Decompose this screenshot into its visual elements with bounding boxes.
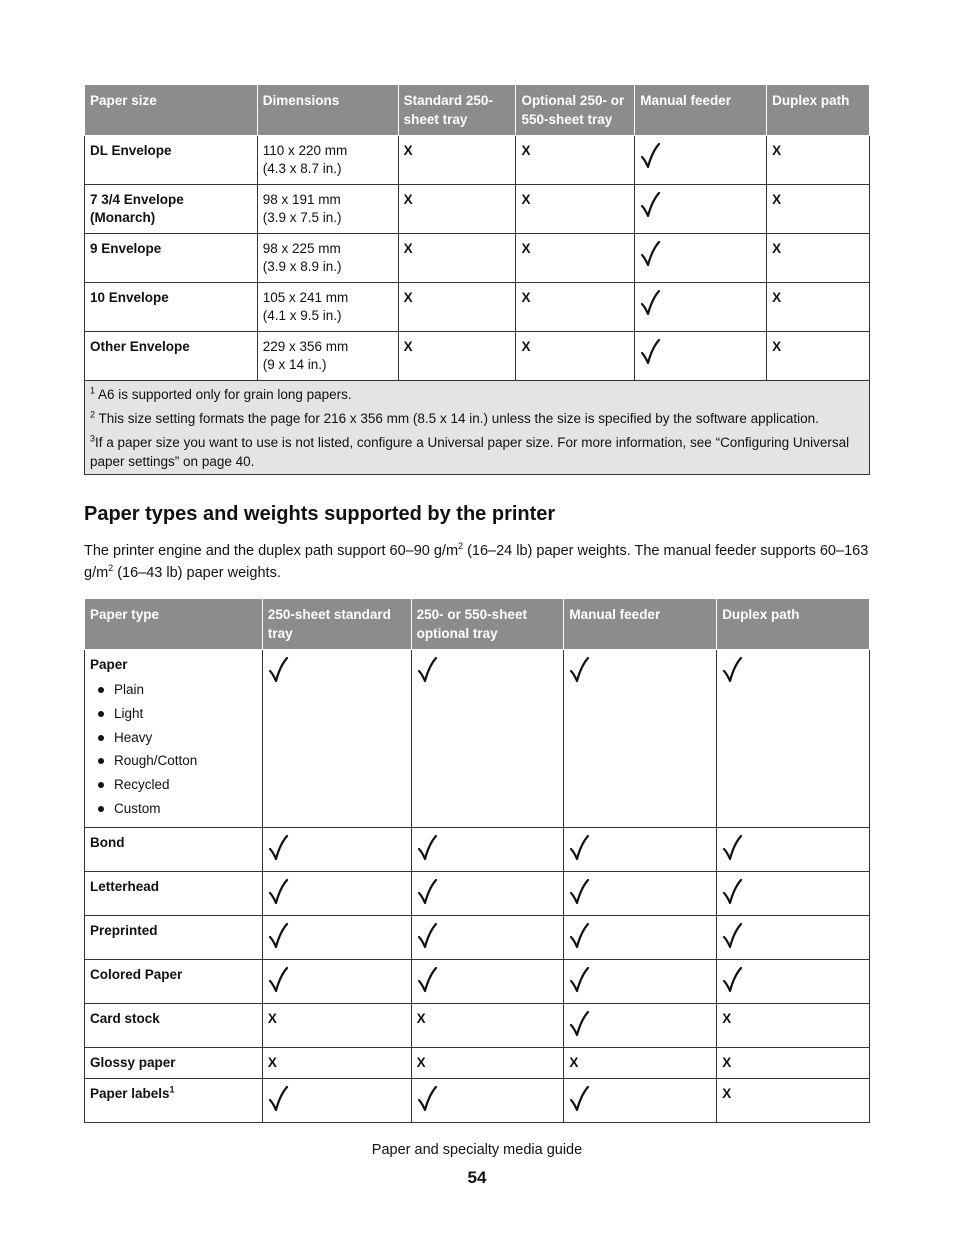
col-header-paper-type: Paper type (85, 599, 263, 650)
cell-opt (411, 959, 564, 1003)
cell-std (398, 234, 516, 283)
col-header-manual-feeder: Manual feeder (635, 85, 767, 136)
cell-opt (516, 283, 635, 332)
paper-type-label: Bond (90, 834, 125, 850)
cell-opt (411, 915, 564, 959)
check-icon (417, 966, 439, 992)
table-row-paper (85, 650, 870, 828)
cell-manual (564, 1078, 717, 1122)
footnotes-row (85, 381, 870, 475)
col-header-optional-tray: Optional 250- or 550-sheet tray (516, 85, 635, 136)
cell-manual (635, 234, 767, 283)
dimensions-in: (3.9 x 8.9 in.) (262, 259, 342, 274)
list-item: Heavy (90, 726, 257, 750)
cell-manual (635, 136, 767, 185)
x-mark: X (772, 192, 782, 207)
check-icon (640, 142, 662, 168)
list-item: Custom (90, 797, 257, 821)
check-icon (640, 240, 662, 266)
x-mark: X (267, 1054, 277, 1070)
check-icon (640, 191, 662, 217)
cell-opt (516, 136, 635, 185)
cell-duplex (717, 1047, 870, 1078)
cell-duplex (717, 871, 870, 915)
paper-size-table (84, 84, 870, 475)
x-mark: X (267, 1010, 277, 1026)
cell-opt (411, 827, 564, 871)
cell-std (262, 871, 411, 915)
paper-size-label: 9 Envelope (90, 241, 162, 256)
cell-std (262, 1047, 411, 1078)
cell-dimensions (257, 283, 398, 332)
cell-duplex (767, 332, 870, 381)
check-icon (268, 878, 290, 904)
footnote-text: This size setting formats the page for 216 x 356 mm (8.5 x 14 in.) unless the size is specified by the software application. (98, 411, 819, 426)
footnote-text: A6 is supported only for grain long papers. (98, 387, 352, 402)
col-header-dimensions: Dimensions (257, 85, 398, 136)
check-icon (268, 966, 290, 992)
cell-paper-type (85, 1078, 263, 1122)
x-mark: X (722, 1010, 732, 1026)
footnote-mark: 1 (169, 1084, 175, 1095)
footnote-mark: 3 (90, 433, 96, 444)
dimensions-in: (4.1 x 9.5 in.) (262, 308, 342, 323)
cell-dimensions (257, 136, 398, 185)
cell-std (398, 136, 516, 185)
cell-duplex (717, 959, 870, 1003)
table-row (85, 185, 870, 234)
cell-opt (411, 1078, 564, 1122)
cell-manual (564, 1047, 717, 1078)
check-icon (722, 922, 744, 948)
footnotes-cell (85, 381, 870, 475)
col-header-paper-size: Paper size (85, 85, 258, 136)
x-mark: X (521, 192, 531, 207)
x-mark: X (772, 241, 782, 256)
x-mark: X (521, 143, 531, 158)
col-header-duplex-path: Duplex path (767, 85, 870, 136)
cell-paper-size (85, 283, 258, 332)
col-header-standard-tray: 250-sheet standard tray (262, 599, 411, 650)
x-mark: X (403, 192, 413, 207)
paper-type-label: Paper labels (90, 1085, 170, 1101)
cell-paper-type (85, 915, 263, 959)
cell-duplex (717, 1078, 870, 1122)
row-label-paper (85, 650, 263, 828)
check-icon (417, 1085, 439, 1111)
cell-duplex (767, 136, 870, 185)
table-row (85, 283, 870, 332)
cell-manual (635, 185, 767, 234)
x-mark: X (403, 143, 413, 158)
table-row (85, 915, 870, 959)
footer-title: Paper and specialty media guide (371, 1142, 583, 1158)
page-number: 54 (467, 1168, 487, 1187)
dimensions-in: (9 x 14 in.) (262, 357, 327, 372)
dimensions-in: (3.9 x 7.5 in.) (262, 210, 342, 225)
paper-kind-list (90, 678, 257, 821)
check-icon (569, 878, 591, 904)
x-mark: X (416, 1010, 426, 1026)
cell-opt (516, 332, 635, 381)
cell-duplex (717, 650, 870, 828)
paper-type-label: Preprinted (90, 922, 158, 938)
check-icon (569, 656, 591, 682)
check-icon (417, 834, 439, 860)
x-mark: X (772, 339, 782, 354)
col-header-duplex-path: Duplex path (717, 599, 870, 650)
check-icon (268, 656, 290, 682)
list-item: Plain (90, 678, 257, 702)
list-item: Light (90, 702, 257, 726)
check-icon (569, 966, 591, 992)
cell-paper-type (85, 1047, 263, 1078)
col-header-optional-tray: 250- or 550-sheet optional tray (411, 599, 564, 650)
check-icon (722, 656, 744, 682)
cell-paper-size (85, 234, 258, 283)
check-icon (640, 289, 662, 315)
x-mark: X (521, 290, 531, 305)
cell-duplex (767, 283, 870, 332)
section-intro: The printer engine and the duplex path support 60–90 $g/m^2$ (16–24 lb) paper weights. The manual feeder supports 60–163 $g/m^2$ (16–43 lb) paper weights. (84, 541, 869, 581)
cell-std (262, 959, 411, 1003)
cell-manual (564, 959, 717, 1003)
x-mark: X (569, 1054, 579, 1070)
check-icon (268, 922, 290, 948)
footnote-1 (90, 385, 864, 404)
check-icon (417, 878, 439, 904)
check-icon (569, 922, 591, 948)
cell-paper-type (85, 959, 263, 1003)
cell-manual (564, 915, 717, 959)
footnote-mark: 2 (90, 409, 96, 420)
paper-type-label: Glossy paper (90, 1054, 176, 1070)
check-icon (569, 1010, 591, 1036)
cell-opt (411, 871, 564, 915)
cell-duplex (717, 827, 870, 871)
cell-opt (516, 185, 635, 234)
check-icon (417, 656, 439, 682)
x-mark: X (403, 241, 413, 256)
table-row (85, 959, 870, 1003)
cell-dimensions (257, 185, 398, 234)
cell-duplex (767, 185, 870, 234)
cell-duplex (767, 234, 870, 283)
cell-std (398, 332, 516, 381)
check-icon (569, 834, 591, 860)
list-item: Rough/Cotton (90, 749, 257, 773)
x-mark: X (416, 1054, 426, 1070)
section-heading: Paper types and weights supported by the printer (84, 503, 556, 525)
check-icon (268, 834, 290, 860)
paper-size-label: 7 3/4 Envelope (Monarch) (90, 192, 184, 225)
table-row (85, 1078, 870, 1122)
cell-opt (516, 234, 635, 283)
cell-paper-size (85, 185, 258, 234)
table-row (85, 827, 870, 871)
cell-opt (411, 1047, 564, 1078)
table-row (85, 871, 870, 915)
paper-size-label: DL Envelope (90, 143, 172, 158)
check-icon (569, 1085, 591, 1111)
paper-type-label: Colored Paper (90, 966, 183, 982)
cell-duplex (717, 915, 870, 959)
cell-manual (635, 332, 767, 381)
check-icon (268, 1085, 290, 1111)
footnote-text: If a paper size you want to use is not listed, configure a Universal paper size. For more information, see “Configuring Universal paper settings” on page 40. (90, 435, 850, 469)
cell-paper-type (85, 871, 263, 915)
dimensions-in: (4.3 x 8.7 in.) (262, 161, 342, 176)
check-icon (722, 878, 744, 904)
table-row (85, 1003, 870, 1047)
footnote-3 (90, 433, 864, 471)
dimensions-mm: 229 x 356 mm (262, 339, 349, 354)
table-row (85, 1047, 870, 1078)
x-mark: X (403, 290, 413, 305)
dimensions-mm: 105 x 241 mm (262, 290, 349, 305)
paper-type-label: Card stock (90, 1010, 160, 1026)
check-icon (417, 922, 439, 948)
x-mark: X (722, 1085, 732, 1101)
x-mark: X (521, 241, 531, 256)
cell-std (262, 1078, 411, 1122)
paper-type-label: Letterhead (90, 878, 160, 894)
paper-type-table (84, 598, 870, 1123)
check-icon (722, 966, 744, 992)
paper-size-label: Other Envelope (90, 339, 190, 354)
cell-duplex (717, 1003, 870, 1047)
x-mark: X (403, 339, 413, 354)
cell-std (398, 283, 516, 332)
x-mark: X (772, 290, 782, 305)
dimensions-mm: 98 x 225 mm (262, 241, 341, 256)
check-icon (640, 338, 662, 364)
cell-manual (564, 871, 717, 915)
x-mark: X (521, 339, 531, 354)
table-header-row (85, 599, 870, 650)
cell-opt (411, 650, 564, 828)
cell-std (262, 827, 411, 871)
cell-manual (635, 283, 767, 332)
col-header-manual-feeder: Manual feeder (564, 599, 717, 650)
cell-paper-size (85, 136, 258, 185)
footnote-mark: 1 (90, 385, 96, 396)
table-row (85, 234, 870, 283)
paper-size-label: 10 Envelope (90, 290, 169, 305)
col-header-standard-tray: Standard 250-sheet tray (398, 85, 516, 136)
cell-std (262, 650, 411, 828)
list-item: Recycled (90, 773, 257, 797)
cell-dimensions (257, 234, 398, 283)
cell-manual (564, 827, 717, 871)
cell-paper-size (85, 332, 258, 381)
cell-std (262, 915, 411, 959)
footnote-2 (90, 409, 864, 428)
dimensions-mm: 110 x 220 mm (262, 143, 348, 158)
table-row (85, 136, 870, 185)
dimensions-mm: 98 x 191 mm (262, 192, 341, 207)
table-row (85, 332, 870, 381)
cell-opt (411, 1003, 564, 1047)
x-mark: X (772, 143, 782, 158)
cell-paper-type (85, 1003, 263, 1047)
cell-paper-type (85, 827, 263, 871)
cell-std (398, 185, 516, 234)
row-label: Paper (90, 657, 128, 672)
cell-dimensions (257, 332, 398, 381)
cell-manual (564, 650, 717, 828)
check-icon (722, 834, 744, 860)
table-header-row (85, 85, 870, 136)
x-mark: X (722, 1054, 732, 1070)
cell-manual (564, 1003, 717, 1047)
cell-std (262, 1003, 411, 1047)
